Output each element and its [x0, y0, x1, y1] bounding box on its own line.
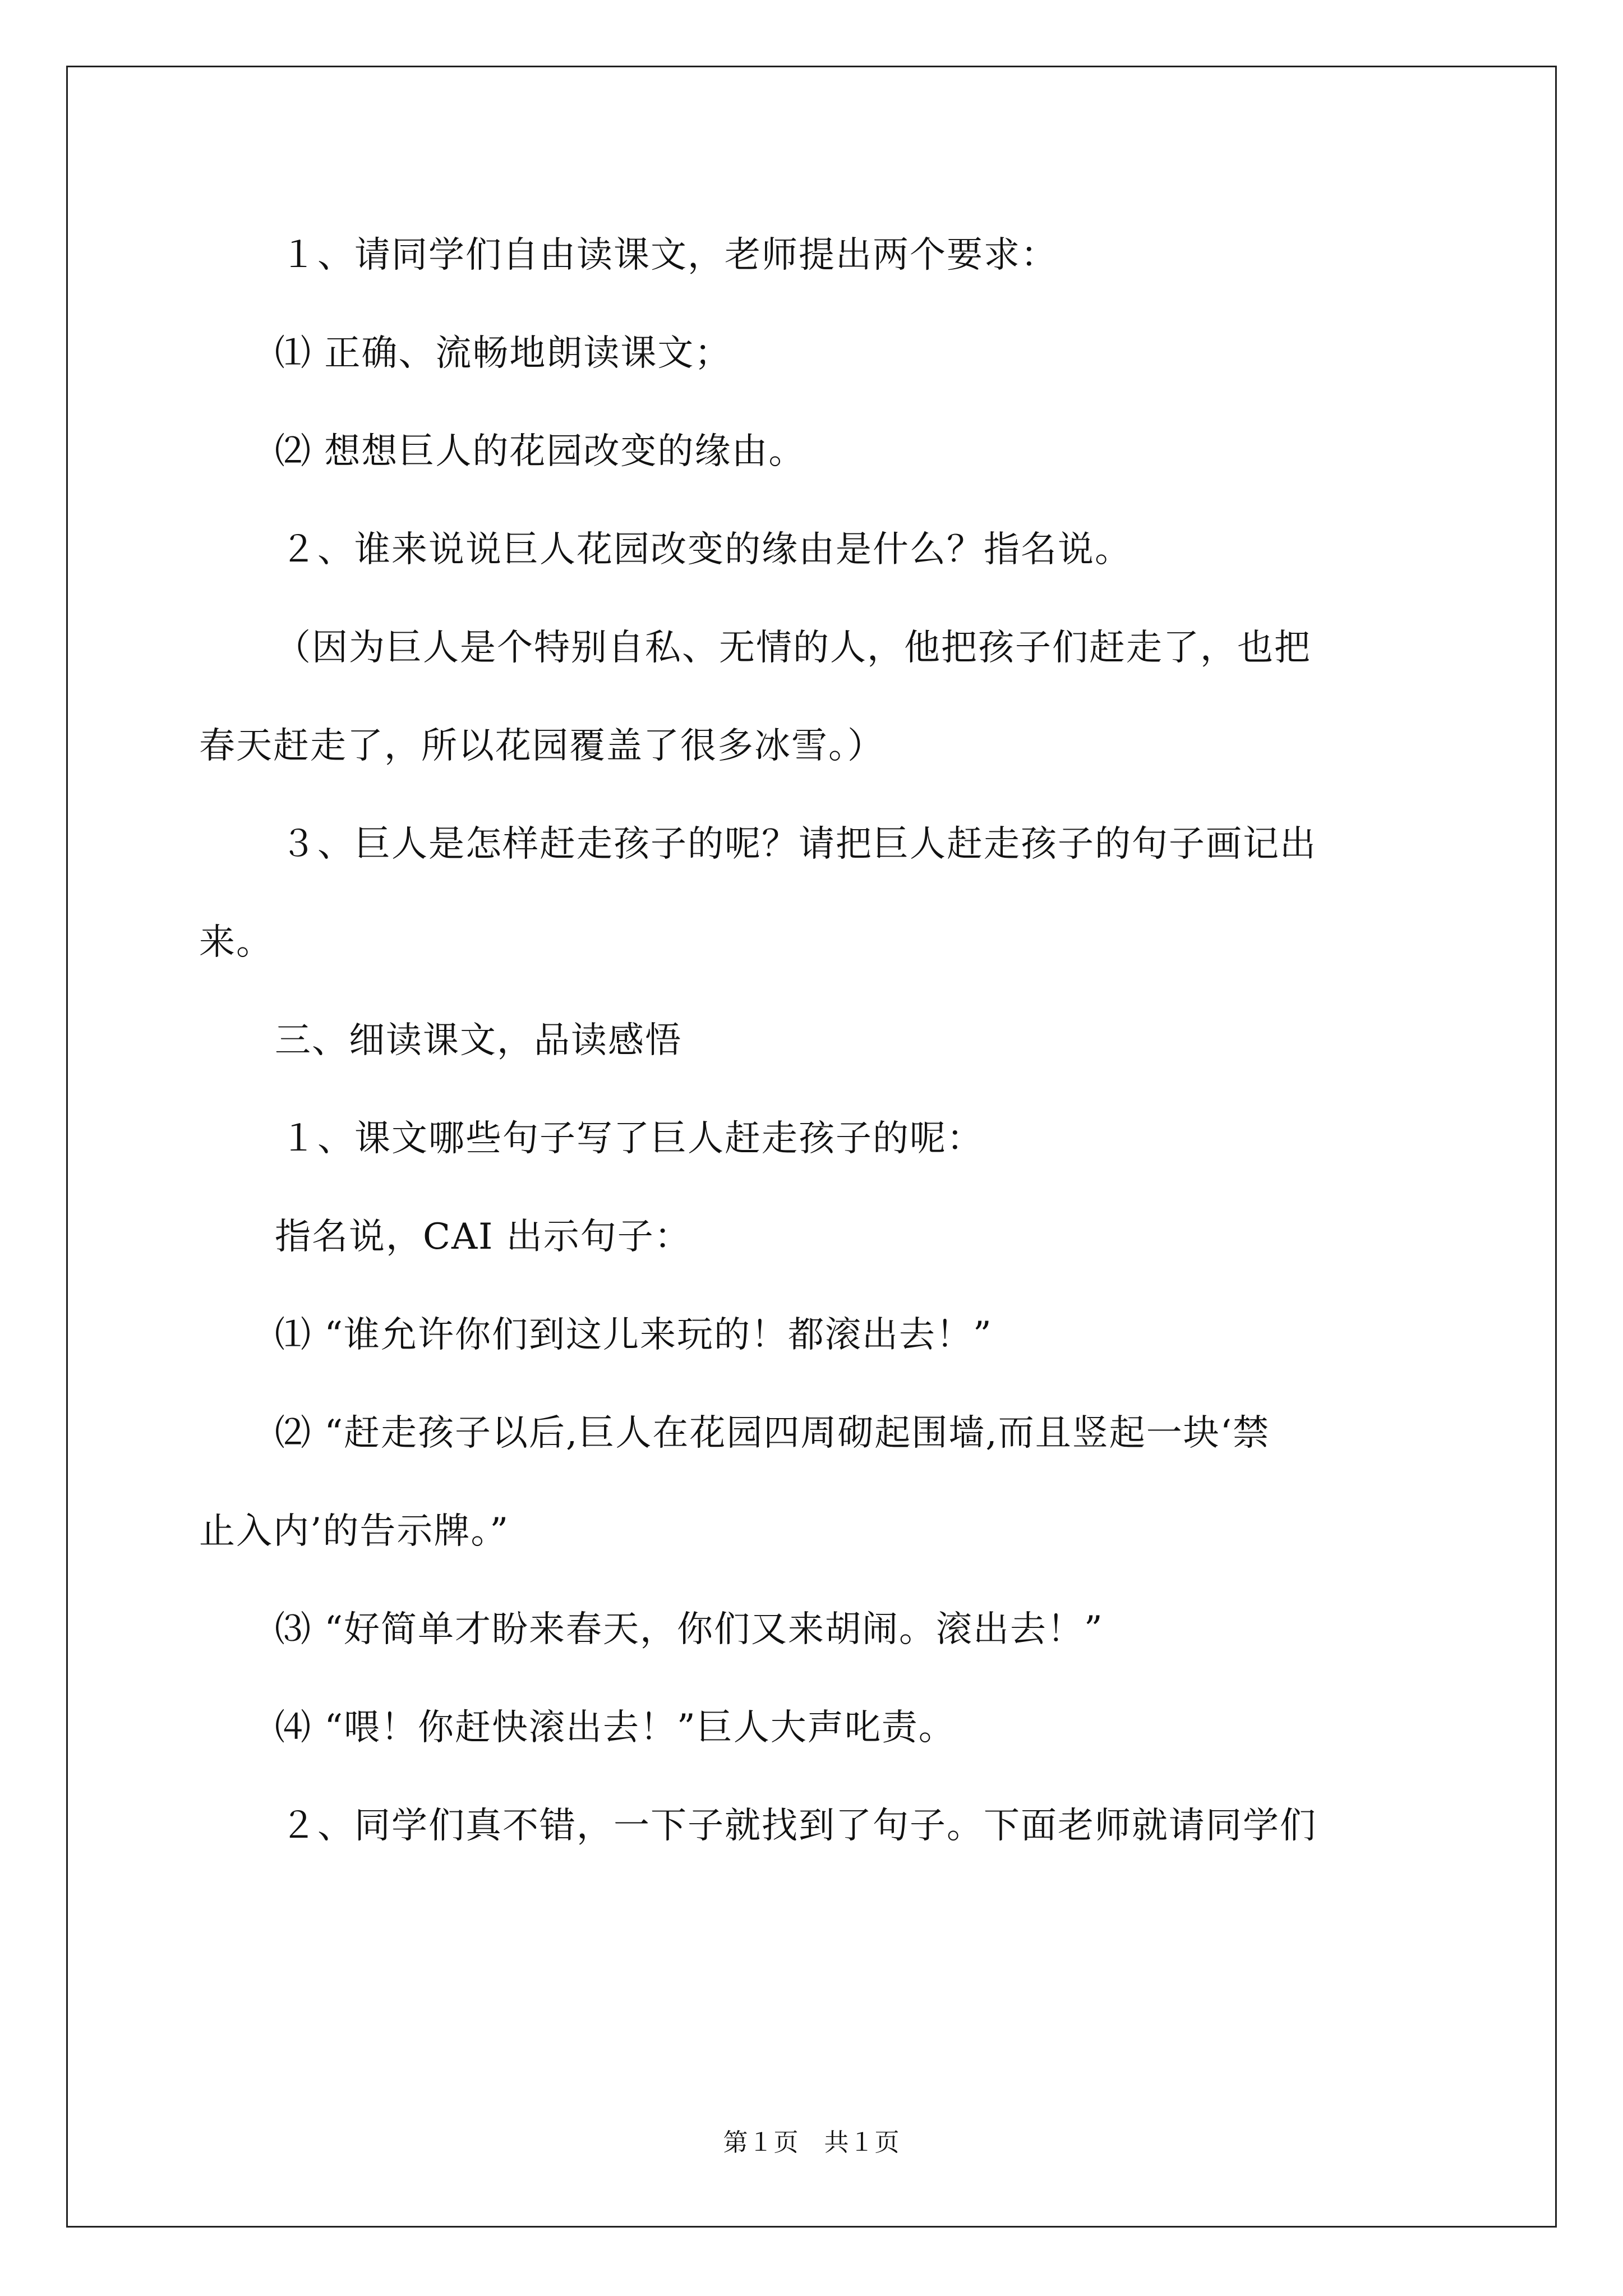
- section-heading: 三、细读课文，品读感悟: [275, 1020, 682, 1061]
- paragraph-line-2: ⑴ 正确、流畅地朗读课文；: [275, 333, 732, 374]
- paragraph-line-13: ⑵ “赶走孩子以后,巨人在花园四周砌起围墙,而且竖起一块‘禁: [275, 1412, 1270, 1454]
- paragraph-line-12: ⑴ “谁允许你们到这儿来玩的！都滚出去！”: [275, 1314, 993, 1356]
- page-footer: 第１页 共１页: [723, 2128, 900, 2157]
- paragraph-line-5: （因为巨人是个特别自私、无情的人，他把孩子们赶走了，也把: [275, 627, 1311, 669]
- paragraph-line-16: ⑷ “喂！你赶快滚出去！”巨人大声叱责。: [275, 1707, 956, 1749]
- paragraph-line-17: ２、同学们真不错，一下子就找到了句子。下面老师就请同学们: [280, 1805, 1317, 1847]
- paragraph-line-11: 指名说，CAI 出示句子：: [275, 1216, 691, 1258]
- paragraph-line-3: ⑵ 想想巨人的花园改变的缘由。: [275, 431, 806, 472]
- paragraph-line-6: 春天赶走了，所以花园覆盖了很多冰雪。）: [199, 725, 884, 767]
- paragraph-line-4: ２、谁来说说巨人花园改变的缘由是什么？指名说。: [280, 529, 1132, 570]
- paragraph-line-7: ３、巨人是怎样赶走孩子的呢？请把巨人赶走孩子的句子画记出: [280, 823, 1317, 865]
- paragraph-line-10: １、课文哪些句子写了巨人赶走孩子的呢：: [280, 1118, 984, 1159]
- paragraph-line-8: 来。: [199, 922, 273, 963]
- paragraph-line-1: １、请同学们自由读课文，老师提出两个要求：: [280, 234, 1058, 276]
- paragraph-line-14: 止入内’的告示牌。”: [199, 1511, 510, 1552]
- paragraph-line-15: ⑶ “好简单才盼来春天，你们又来胡闹。滚出去！”: [275, 1609, 1104, 1650]
